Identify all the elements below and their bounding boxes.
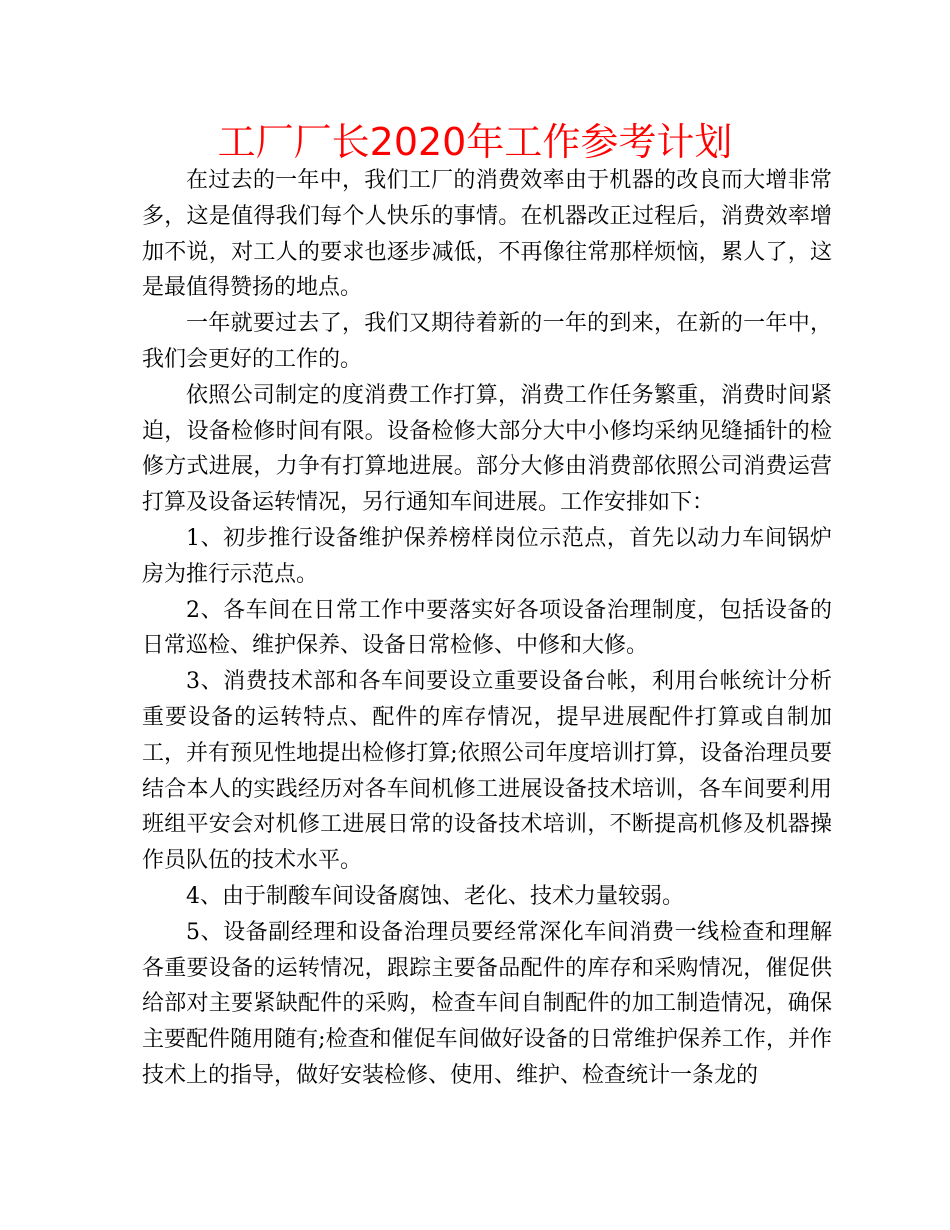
paragraph-item-2: 2、各车间在日常工作中要落实好各项设备治理制度，包括设备的日常巡检、维护保养、设备日常检修、中修和大修。 — [142, 597, 832, 659]
paragraph-intro: 在过去的一年中，我们工厂的消费效率由于机器的改良而大增非常多，这是值得我们每个人快乐的事情。在机器改正过程后，消费效率增加不说，对工人的要求也逐步减低，不再像往常那样烦恼，累人了，这是最值得赞扬的地点。 — [142, 168, 832, 301]
paragraph-new-year: 一年就要过去了，我们又期待着新的一年的到来，在新的一年中，我们会更好的工作的。 — [142, 311, 832, 372]
paragraph-item-1: 1、初步推行设备维护保养榜样岗位示范点，首先以动力车间锅炉房为推行示范点。 — [142, 525, 832, 587]
paragraph-item-4: 4、由于制酸车间设备腐蚀、老化、技术力量较弱。 — [186, 883, 684, 909]
document-body — [142, 163, 832, 1094]
paragraph-plan: 依照公司制定的度消费工作打算，消费工作任务繁重，消费时间紧迫，设备检修时间有限。设备检修大部分大中小修均采纳见缝插针的检修方式进展，力争有打算地进展。部分大修由消费部依照公司消费运营打算及设备运转情况，另行通知车间进展。工作安排如下： — [142, 382, 832, 516]
document-title: 工厂厂长2020年工作参考计划 — [217, 120, 733, 164]
paragraph-item-5: 5、设备副经理和设备治理员要经常深化车间消费一线检查和理解各重要设备的运转情况，跟踪主要备品配件的库存和采购情况，催促供给部对主要紧缺配件的采购，检查车间自制配件的加工制造情况，确保主要配件随用随有;检查和催促车间做好设备的日常维护保养工作，并作技术上的指导，做好安装检修、使用、维护、检查统计一条龙的 — [142, 919, 832, 1088]
paragraph-item-3: 3、消费技术部和各车间要设立重要设备台帐，利用台帐统计分析重要设备的运转特点、配件的库存情况，提早进展配件打算或自制加工，并有预见性地提出检修打算;依照公司年度培训打算，设备治理员要结合本人的实践经历对各车间机修工进展设备技术培训，各车间要利用班组平安会对机修工进展日常的设备技术培训，不断提高机修及机器操作员队伍的技术水平。 — [142, 669, 832, 874]
